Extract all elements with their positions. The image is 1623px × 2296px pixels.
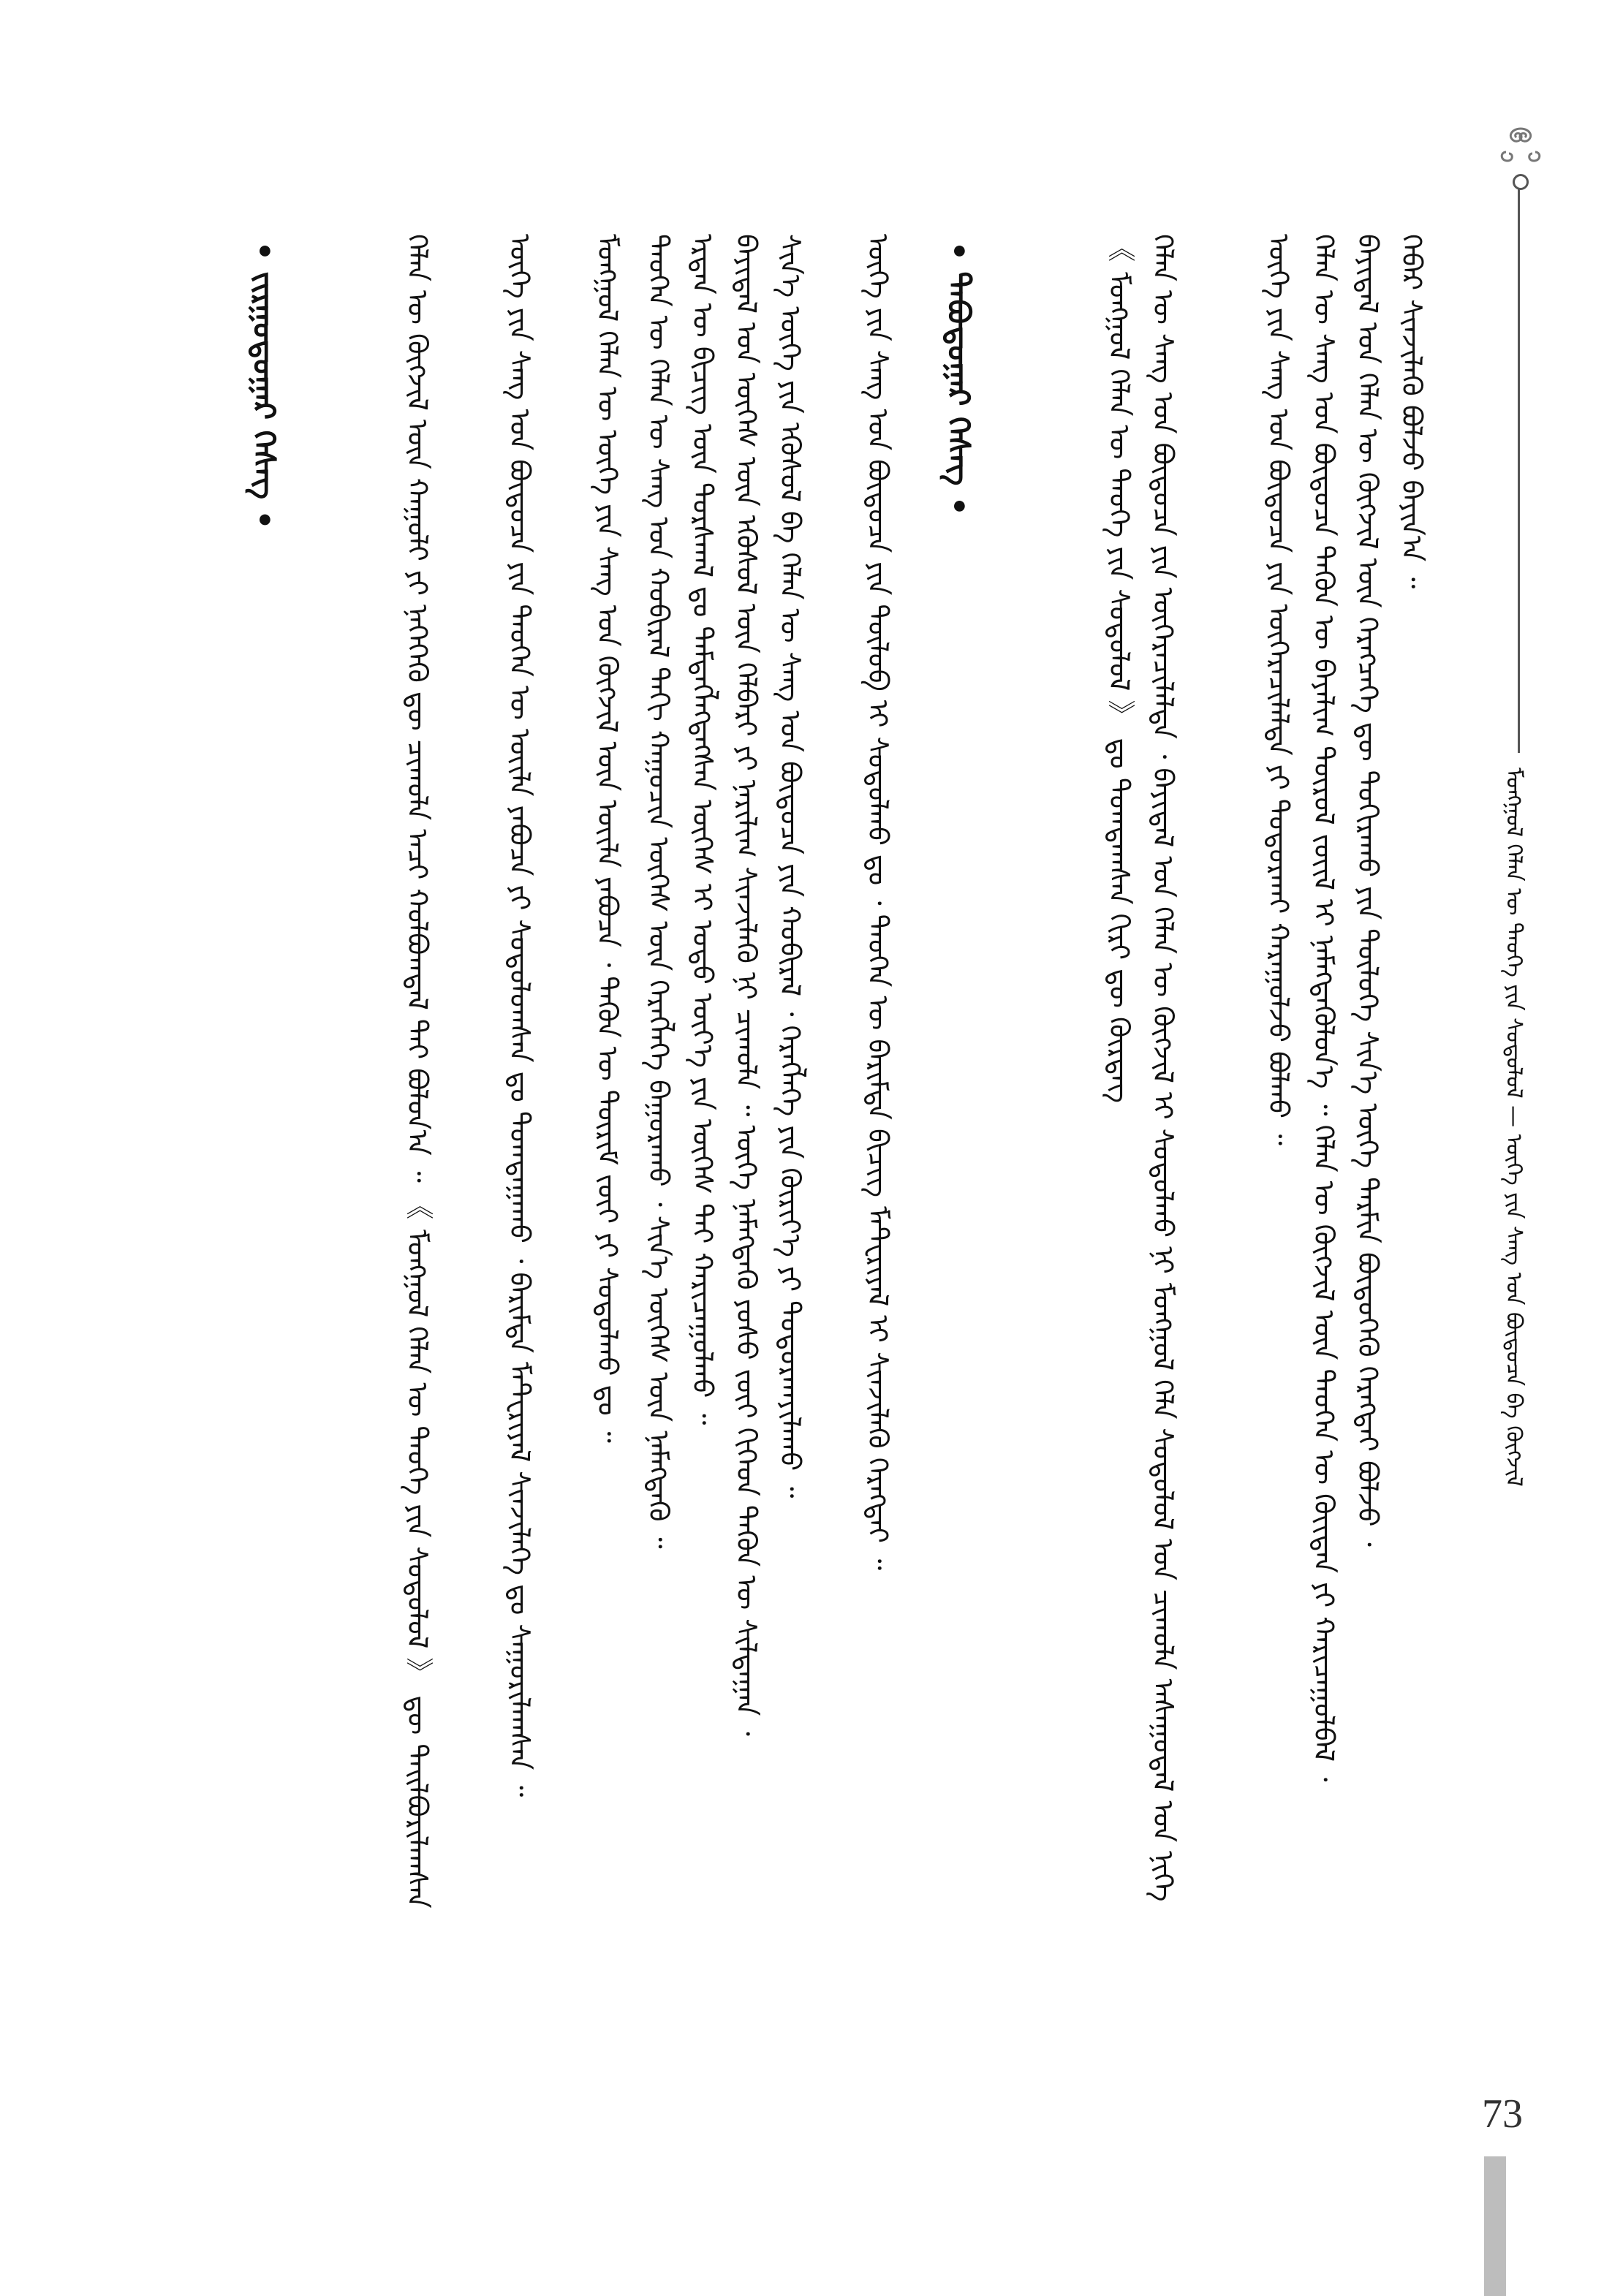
page-number: 73	[1482, 2091, 1523, 2137]
text-line: ᠮᠣᠩᠭᠣᠯ ᠬᠡᠯᠡᠨ ᠦ ᠦᠭᠡ ᠶᠢᠨ ᠰᠠᠩ ᠤᠨ ᠬᠥᠭᠵᠢᠯ ᠦᠨ ᠦᠢᠯᠡ ᠶᠠᠪᠤᠴᠠ ᠂ ᠲᠡᠭᠦᠨ ᠦ ᠳᠦᠷᠢᠮ ᠵᠦᠢ ᠶᠢ ᠰᠤᠳᠤᠯᠬᠤ ᠳᠤ ᠃	[591, 234, 624, 1443]
text-line: ᠦᠭᠡ ᠶᠢᠨ ᠰᠠᠩ ᠤᠨ ᠪᠦᠲᠦᠴᠡ ᠶᠢᠨ ᠲᠥᠯᠥᠪ ᠢ ᠰᠤᠳᠤᠯᠬᠤ ᠳᠤ ᠂ ᠲᠡᠦᠬᠡᠨ ᠦ ᠪᠠᠷᠢᠮᠲᠠ ᠪᠢᠴᠢᠭ ᠮᠠᠲ᠋ᠸᠷᠢᠶᠠᠯ ᠢ ᠰᠢᠨᠵᠢᠯᠡᠬᠦ ᠬᠡᠷᠡᠭᠲᠡᠢ ᠃	[862, 234, 894, 1571]
page-edge-tab	[1484, 2156, 1506, 2296]
text-line: ᠬᠡᠪᠡᠷ ᠰᠢᠨᠵᠢᠯᠡᠬᠦ ᠪᠣᠯᠵᠣ ᠪᠠᠶᠢᠨ᠎ᠠ ᠃	[1396, 234, 1428, 589]
running-header: ᠮᠣᠩᠭᠣᠯ ᠬᠡᠯᠡᠨ ᠦ ᠲᠡᠦᠬᠡ ᠶᠢᠨ ᠰᠤᠳᠤᠯᠤᠯ — ᠦᠭᠡ ᠶᠢᠨ ᠰᠠᠩ ᠤᠨ ᠪᠦᠲᠦᠴᠡ ᠪᠠ ᠬᠦᠭᠵᠢᠯ	[1501, 768, 1526, 1487]
header-rule	[1518, 183, 1520, 753]
text-line: ᠦᠭᠡ ᠶᠢᠨ ᠰᠠᠩ ᠤᠨ ᠪᠦᠲᠦᠴᠡ ᠶᠢᠨ ᠲᠡᠦᠬᠡᠨ ᠦ ᠦᠢᠯᠡ ᠶᠠᠪᠤᠴᠠ ᠶᠢ ᠰᠤᠳᠤᠯᠤᠭᠰᠠᠨ ᠳᠤ ᠲᠣᠭᠲᠠᠭᠠᠬᠤ ᠂ ᠪᠠᠷᠢᠮᠲᠠ ᠮᠠᠲ᠋ᠸᠷᠢᠶᠠᠯ ᠰᠢᠨᠵᠢᠯᠡᠭᠡ ᠳᠤ ᠰᠠᠭᠤᠷᠢᠯᠠᠭᠰᠠᠨ ᠃	[504, 234, 536, 1797]
text-line: ᠲᠡᠦᠬᠡᠨ ᠦ ᠬᠡᠯᠡᠨ ᠦ ᠰᠠᠩ ᠤᠨ ᠬᠤᠪᠢᠷᠠᠯ ᠳᠠᠬᠢ ᠬᠠᠭᠤᠴᠢᠨ ᠦᠭᠡᠰ ᠦᠨ ᠬᠡᠷᠡᠭᠯᠡᠭᠡ ᠪᠠᠭᠤᠷᠠᠬᠤ ᠂ ᠰᠢᠨ᠎ᠡ ᠦᠭᠡᠰ ᠦᠨ ᠨᠡᠮᠡᠭᠳᠡᠬᠦ ᠃	[643, 234, 675, 1549]
section-heading: • ᠵᠢᠷᠭᠤᠳᠤᠭᠠᠷ ᠬᠡᠰᠡᠭ •	[246, 241, 282, 530]
header-rule-dot	[1513, 174, 1529, 190]
text-line: ᠰᠢᠨ᠎ᠡ ᠦᠭᠡ ᠶᠢᠨ ᠡᠭᠦᠰᠦᠯ ᠪᠠ ᠬᠡᠯᠡᠨ ᠦ ᠰᠠᠩ ᠤᠨ ᠪᠦᠲᠦᠴᠡ ᠶᠢᠨ ᠬᠤᠪᠢᠷᠠᠯ ᠂ ᠬᠡᠷᠡᠭᠯᠡᠭᠡ ᠶᠢᠨ ᠬᠦᠷᠢᠶ᠎ᠡ ᠶᠢ ᠲᠣᠳᠣᠷᠬᠠᠶᠢᠯᠠᠬᠤ ᠃	[774, 234, 806, 1499]
text-line: ᠦᠭᠡ ᠶᠢᠨ ᠰᠠᠩ ᠤᠨ ᠪᠦᠲᠦᠴᠡ ᠶᠢᠨ ᠥᠭᠡᠷᠡᠴᠢᠯᠡᠯᠲᠡ ᠶᠢ ᠲᠣᠳᠣᠷᠬᠠᠢ ᠬᠠᠷᠠᠭᠤᠯᠵᠤ ᠪᠣᠯᠬᠤ ᠃	[1263, 234, 1295, 1145]
text-line: ᠬᠡᠯᠡᠨ ᠦ ᠰᠠᠩ ᠤᠨ ᠪᠦᠲᠦᠴᠡ ᠶᠢᠨ ᠥᠭᠡᠷᠡᠴᠢᠯᠡᠯᠲᠡ ᠂ ᠪᠠᠶᠢᠳᠠᠯ ᠤᠨ ᠬᠡᠯᠡᠨ ᠦ ᠬᠦᠭᠵᠢᠯ ᠢ ᠰᠤᠳᠤᠯᠬᠤ ᠨᠢ ᠮᠣᠩᠭᠣᠯ ᠬᠡᠯᠡ ᠰᠤᠳᠤᠯᠤᠯ ᠤᠨ ᠴᠢᠬᠤᠯᠠ ᠠᠰᠠᠭᠤᠳᠠᠯ ᠤᠨ ᠨᠢᠭᠡ	[1147, 234, 1179, 1902]
text-line: ᠬᠡᠯᠡᠨ ᠦ ᠬᠥᠭᠵᠢᠯ ᠦᠨ ᠬᠠᠭᠤᠯᠢ ᠶᠢ ᠨᠡᠭᠡᠭᠡᠬᠦ ᠳᠦ ᠴᠢᠬᠤᠯᠠ ᠠᠴᠢ ᠬᠣᠯᠪᠣᠭᠳᠠᠯ ᠲᠠᠢ ᠪᠣᠯᠤᠨ᠎ᠠ ᠃ 《 ᠮᠣᠩᠭᠣᠯ ᠬᠡᠯᠡᠨ ᠦ ᠲᠡᠦᠬᠡ ᠶᠢᠨ ᠰᠤᠳᠤᠯᠤᠯ 》 ᠳᠦ ᠲᠠᠢᠯᠪᠤᠷᠢᠯᠠᠭᠰᠠᠨ	[401, 234, 434, 1909]
text-line: ᠡᠷᠲᠡᠨ ᠦ ᠪᠢᠴᠢᠭ ᠦᠨ ᠳᠤᠷᠰᠬᠠᠯ ᠳᠤ ᠲᠡᠮᠳᠡᠭᠯᠡᠭᠳᠡᠭᠰᠡᠨ ᠦᠭᠡᠰ ᠢ ᠣᠳᠣ ᠦᠶ᠎ᠡ ᠶᠢᠨ ᠦᠭᠡᠰ ᠲᠡᠢ ᠬᠠᠷᠢᠴᠠᠭᠤᠯᠬᠤ ᠃	[686, 234, 719, 1425]
text-line: ᠪᠠᠶᠢᠳᠠᠯ ᠤᠨ ᠦᠭᠡᠰ ᠦᠨ ᠡᠭᠦᠰᠦᠯ ᠦᠨ ᠬᠡᠯᠪᠡᠷᠢ ᠶᠢ ᠨᠠᠷᠢᠯᠢᠭ ᠰᠢᠨᠵᠢᠯᠡᠬᠦ ᠨᠢ ᠴᠢᠬᠤᠯᠠ ᠃ ᠦᠭᠡ ᠨᠡᠮᠡᠭᠳᠡᠬᠦ ᠶᠣᠰᠣ ᠵᠦᠢ ᠬᠢᠭᠡᠳ ᠲᠡᠭᠦᠨ ᠦ ᠰᠢᠯᠲᠠᠭᠠᠨ ᠂	[730, 234, 763, 1736]
text-line: 《 ᠮᠣᠩᠭᠣᠯ ᠬᠡᠯᠡᠨ ᠦ ᠲᠡᠦᠬᠡ ᠶᠢᠨ ᠰᠤᠳᠤᠯᠤᠯ 》 ᠳᠤ ᠲᠣᠭᠲᠠᠭᠰᠠᠨ ᠬᠢᠷᠢ ᠳᠦ ᠬᠦᠷᠳᠡᠭ	[1103, 234, 1135, 1104]
text-line: ᠬᠡᠯᠡᠨ ᠦ ᠰᠠᠩ ᠤᠨ ᠪᠦᠲᠦᠴᠡ ᠲᠡᠭᠦᠨ ᠦ ᠪᠠᠶᠠᠯᠢᠭ ᠲᠥᠷᠥᠯ ᠵᠦᠢᠯ ᠢ ᠨᠡᠮᠡᠭᠳᠡᠭᠦᠯᠦᠨ᠎ᠡ ᠃ ᠬᠡᠯᠡᠨ ᠦ ᠬᠦᠭᠵᠢᠯ ᠦᠨ ᠲᠡᠦᠬᠡᠨ ᠦ ᠬᠦᠢᠲᠡᠨ ᠶᠢ ᠬᠠᠷᠢᠴᠠᠭᠤᠯᠪᠠᠯ ᠂	[1308, 234, 1340, 1782]
header-ornament-icon	[1491, 123, 1550, 181]
section-heading: • ᠲᠠᠪᠤᠳᠤᠭᠠᠷ ᠬᠡᠰᠡᠭ •	[941, 241, 977, 516]
text-line: ᠪᠠᠶᠢᠳᠠᠯ ᠤᠨ ᠬᠡᠯᠡᠨ ᠦ ᠬᠦᠭᠵᠢᠯ ᠦᠨ ᠬᠡᠷᠡᠭᠴᠡᠭᠡ ᠳᠦ ᠲᠣᠬᠢᠷᠠᠬᠤ ᠶᠢᠨ ᠲᠥᠯᠥᠭᠡ ᠰᠢᠨ᠎ᠡ ᠦᠭᠡ ᠲᠡᠷᠮᠢᠨ ᠪᠦᠲᠦᠭᠡᠬᠦ ᠬᠡᠷᠡᠭᠲᠡᠶ ᠪᠣᠯᠵᠤ ᠂	[1352, 234, 1384, 1547]
